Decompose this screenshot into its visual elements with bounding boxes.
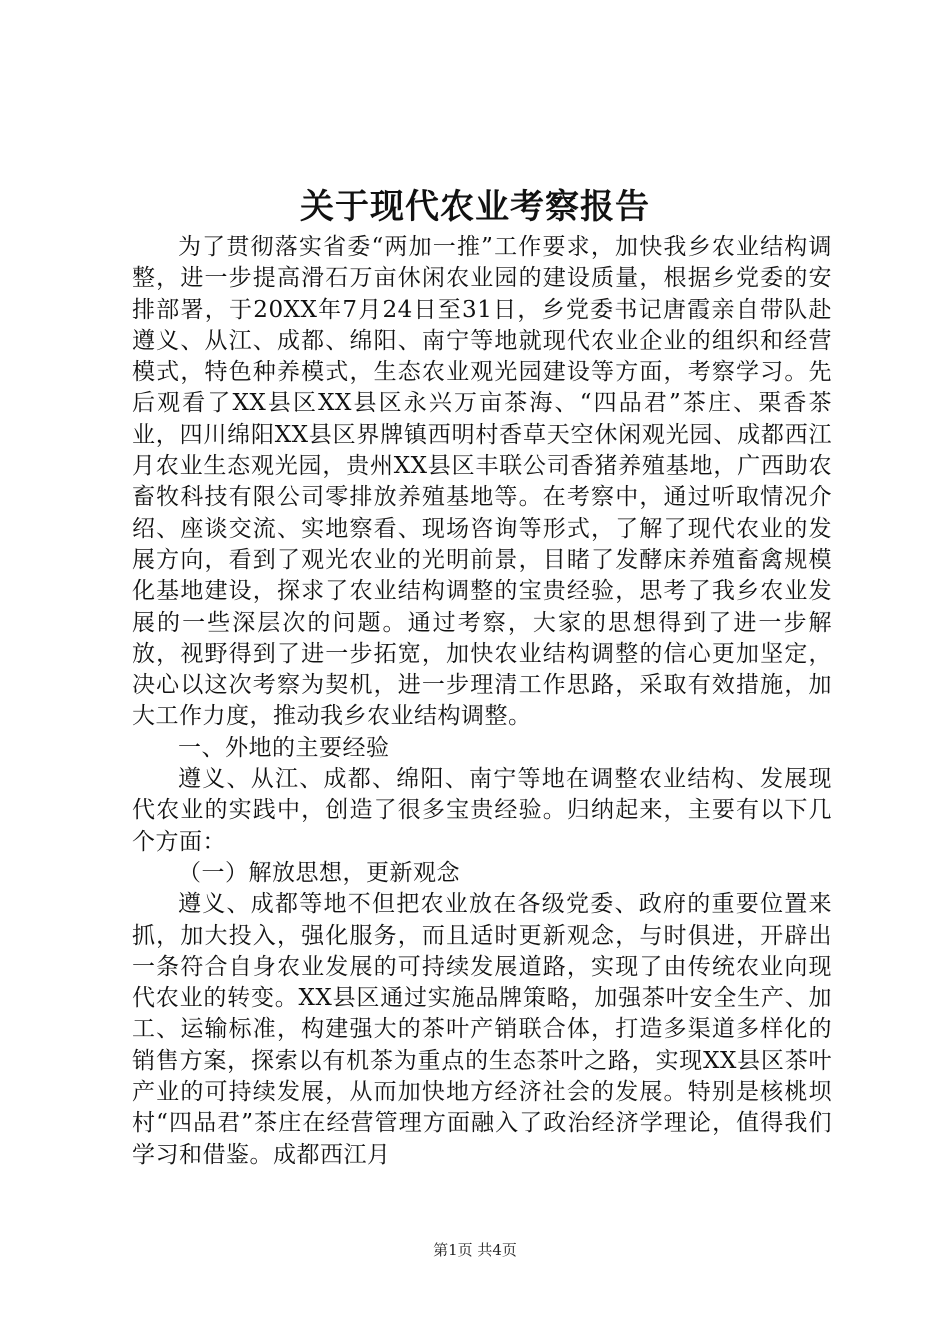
section-heading: 一、外地的主要经验 <box>178 734 390 761</box>
detail-paragraph: 遵义、成都等地不但把农业放在各级党委、政府的重要位置来抓，加大投入，强化服务，而且适时更新观念，与时俱进，开辟出一条符合自身农业发展的可持续发展道路，实现了由传统农业向现代农业的转变。XX县区通过实施品牌策略，加强茶叶安全生产、加工、运输标准，构建强大的茶叶产销联合体，打造多渠道多样化的销售方案，探索以有机茶为重点的生态茶叶之路，实现XX县区茶叶产业的可持续发展，从而加快地方经济社会的发展。特别是核桃坝村“四品君”茶庄在经营管理方面融入了政治经济学理论，值得我们学习和借鉴。成都西江月 <box>132 891 832 1168</box>
subsection-heading: （一）解放思想，更新观念 <box>178 859 460 886</box>
page-number-footer: 第1页 共4页 <box>433 1241 517 1259</box>
document-body <box>132 232 832 1171</box>
summary-paragraph: 遵义、从江、成都、绵阳、南宁等地在调整农业结构、发展现代农业的实践中，创造了很多宝贵经验。归纳起来，主要有以下几个方面： <box>132 766 832 855</box>
document-title: 关于现代农业考察报告 <box>300 187 650 227</box>
intro-paragraph: 为了贯彻落实省委“两加一推”工作要求，加快我乡农业结构调整，进一步提高滑石万亩休闲农业园的建设质量，根据乡党委的安排部署，于20XX年7月24日至31日，乡党委书记唐霞亲自带队赴遵义、从江、成都、绵阳、南宁等地就现代农业企业的组织和经营模式，特色种养模式，生态农业观光园建设等方面，考察学习。先后观看了XX县区XX县区永兴万亩茶海、“四品君”茶庄、栗香茶业，四川绵阳XX县区界牌镇西明村香草天空休闲观光园、成都西江月农业生态观光园，贵州XX县区丰联公司香猪养殖基地，广西助农畜牧科技有限公司零排放养殖基地等。在考察中，通过听取情况介绍、座谈交流、实地察看、现场咨询等形式，了解了现代农业的发展方向，看到了观光农业的光明前景，目睹了发酵床养殖畜禽规模化基地建设，探求了农业结构调整的宝贵经验，思考了我乡农业发展的一些深层次的问题。通过考察，大家的思想得到了进一步解放，视野得到了进一步拓宽，加快农业结构调整的信心更加坚定，决心以这次考察为契机，进一步理清工作思路，采取有效措施，加大工作力度，推动我乡农业结构调整。 <box>132 234 832 730</box>
